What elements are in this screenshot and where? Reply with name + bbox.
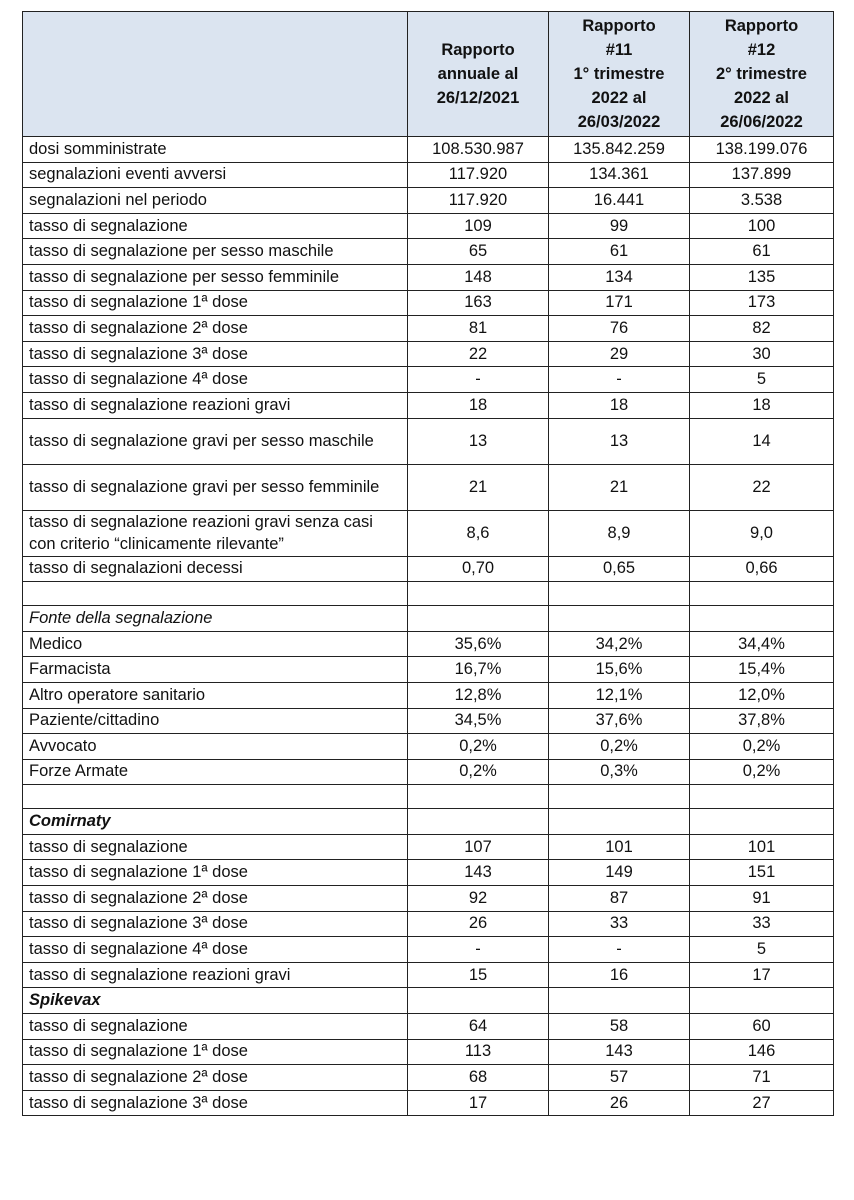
row-value: 9,0 — [690, 510, 834, 556]
header-report-11 — [549, 12, 690, 137]
row-value: 76 — [549, 316, 690, 342]
row-value: 61 — [549, 239, 690, 265]
empty-cell — [690, 606, 834, 632]
table-row — [23, 1090, 834, 1116]
row-value: 18 — [549, 392, 690, 418]
row-label: tasso di segnalazione per sesso maschile — [23, 239, 408, 265]
row-value: 35,6% — [408, 631, 549, 657]
row-label: tasso di segnalazione — [23, 213, 408, 239]
section-title: Spikevax — [23, 988, 408, 1014]
adverse-events-report-table — [22, 11, 834, 1116]
row-value: 0,2% — [408, 734, 549, 760]
table-row — [23, 264, 834, 290]
row-value: 15,6% — [549, 657, 690, 683]
row-value: 0,2% — [690, 734, 834, 760]
section-title: Comirnaty — [23, 809, 408, 835]
row-value: 108.530.987 — [408, 137, 549, 163]
row-value: 0,3% — [549, 759, 690, 785]
row-value: 58 — [549, 1014, 690, 1040]
row-value: 91 — [690, 886, 834, 912]
row-value: 0,70 — [408, 556, 549, 582]
row-value: 5 — [690, 937, 834, 963]
row-value: 171 — [549, 290, 690, 316]
row-value: 71 — [690, 1065, 834, 1091]
header-line: 2022 al — [591, 89, 647, 107]
row-value: 18 — [690, 392, 834, 418]
empty-cell — [549, 606, 690, 632]
row-value: 12,0% — [690, 682, 834, 708]
table-row — [23, 734, 834, 760]
section-header-row — [23, 606, 834, 632]
row-value: 117.920 — [408, 162, 549, 188]
table-row — [23, 962, 834, 988]
table-row — [23, 392, 834, 418]
row-label: tasso di segnalazione 1ª dose — [23, 860, 408, 886]
row-label: tasso di segnalazione 3ª dose — [23, 341, 408, 367]
row-label: tasso di segnalazione 4ª dose — [23, 367, 408, 393]
row-value: 27 — [690, 1090, 834, 1116]
row-label: Altro operatore sanitario — [23, 682, 408, 708]
row-label: segnalazioni nel periodo — [23, 188, 408, 214]
table-row — [23, 911, 834, 937]
row-value: 29 — [549, 341, 690, 367]
empty-cell — [549, 809, 690, 835]
row-value: 18 — [408, 392, 549, 418]
table-row — [23, 834, 834, 860]
empty-cell — [408, 582, 549, 606]
table-row — [23, 682, 834, 708]
table-row — [23, 316, 834, 342]
empty-cell — [690, 988, 834, 1014]
row-label: segnalazioni eventi avversi — [23, 162, 408, 188]
row-value: 5 — [690, 367, 834, 393]
empty-cell — [549, 785, 690, 809]
row-value: 134 — [549, 264, 690, 290]
row-value: 143 — [549, 1039, 690, 1065]
row-value: 109 — [408, 213, 549, 239]
row-value: 101 — [549, 834, 690, 860]
row-value: 13 — [549, 418, 690, 464]
row-value: 16 — [549, 962, 690, 988]
row-label: tasso di segnalazione reazioni gravi senza casi con criterio “clinicamente rilevante” — [23, 510, 408, 556]
header-line: annuale al — [437, 65, 519, 83]
header-line: 2022 al — [733, 89, 790, 107]
table-row — [23, 418, 834, 464]
row-value: 146 — [690, 1039, 834, 1065]
row-value: 81 — [408, 316, 549, 342]
row-value: 134.361 — [549, 162, 690, 188]
row-label: Forze Armate — [23, 759, 408, 785]
table-row — [23, 290, 834, 316]
table-row — [23, 464, 834, 510]
row-value: 3.538 — [690, 188, 834, 214]
row-label: tasso di segnalazione 3ª dose — [23, 1090, 408, 1116]
header-line: #11 — [605, 41, 633, 59]
row-value: 21 — [549, 464, 690, 510]
header-line: 26/06/2022 — [720, 113, 803, 131]
header-line: Rapporto — [582, 17, 656, 35]
row-value: 68 — [408, 1065, 549, 1091]
row-value: 22 — [690, 464, 834, 510]
table-row — [23, 860, 834, 886]
row-value: 34,5% — [408, 708, 549, 734]
row-label: tasso di segnalazione 2ª dose — [23, 886, 408, 912]
row-value: 143 — [408, 860, 549, 886]
row-value: 138.199.076 — [690, 137, 834, 163]
header-line: 1° trimestre — [573, 65, 665, 83]
header-line: 2° trimestre — [716, 65, 807, 83]
row-value: 37,8% — [690, 708, 834, 734]
row-value: 8,6 — [408, 510, 549, 556]
row-value: 8,9 — [549, 510, 690, 556]
row-value: 33 — [690, 911, 834, 937]
row-label: Avvocato — [23, 734, 408, 760]
row-label: tasso di segnalazione gravi per sesso femminile — [23, 464, 408, 510]
row-value: 64 — [408, 1014, 549, 1040]
row-value: 0,66 — [690, 556, 834, 582]
row-label: tasso di segnalazione 2ª dose — [23, 316, 408, 342]
table-row — [23, 556, 834, 582]
row-value: 33 — [549, 911, 690, 937]
table-row — [23, 1039, 834, 1065]
row-value: 0,2% — [690, 759, 834, 785]
row-value: 14 — [690, 418, 834, 464]
row-value: 12,1% — [549, 682, 690, 708]
row-value: 113 — [408, 1039, 549, 1065]
row-label: tasso di segnalazione 1ª dose — [23, 290, 408, 316]
row-label: tasso di segnalazione reazioni gravi — [23, 392, 408, 418]
empty-cell — [690, 809, 834, 835]
row-label: tasso di segnalazione per sesso femminile — [23, 264, 408, 290]
row-value: 87 — [549, 886, 690, 912]
row-value: 151 — [690, 860, 834, 886]
row-label: tasso di segnalazione reazioni gravi — [23, 962, 408, 988]
header-line: Rapporto — [724, 17, 799, 35]
empty-cell — [23, 785, 408, 809]
header-line: #12 — [747, 41, 776, 59]
row-value: 26 — [549, 1090, 690, 1116]
empty-cell — [549, 988, 690, 1014]
empty-cell — [690, 785, 834, 809]
row-label: dosi somministrate — [23, 137, 408, 163]
header-row — [23, 12, 834, 137]
header-report-12 — [690, 12, 834, 137]
section-title: Fonte della segnalazione — [23, 606, 408, 632]
row-value: 137.899 — [690, 162, 834, 188]
row-value: - — [549, 937, 690, 963]
row-label: tasso di segnalazione — [23, 834, 408, 860]
table-row — [23, 708, 834, 734]
row-value: 65 — [408, 239, 549, 265]
row-value: 30 — [690, 341, 834, 367]
section-header-row — [23, 809, 834, 835]
row-value: 101 — [690, 834, 834, 860]
row-value: 60 — [690, 1014, 834, 1040]
row-label: tasso di segnalazione 3ª dose — [23, 911, 408, 937]
table-row — [23, 213, 834, 239]
row-value: - — [408, 367, 549, 393]
row-value: 0,2% — [549, 734, 690, 760]
table-row — [23, 137, 834, 163]
section-header-row — [23, 988, 834, 1014]
table-row — [23, 937, 834, 963]
table-row — [23, 188, 834, 214]
table-body — [23, 137, 834, 1116]
row-value: 57 — [549, 1065, 690, 1091]
header-blank-cell — [23, 12, 408, 137]
row-value: 0,65 — [549, 556, 690, 582]
empty-cell — [690, 582, 834, 606]
table-row — [23, 162, 834, 188]
row-value: 13 — [408, 418, 549, 464]
table-row — [23, 886, 834, 912]
row-value: 149 — [549, 860, 690, 886]
row-label: tasso di segnalazioni decessi — [23, 556, 408, 582]
row-value: 34,4% — [690, 631, 834, 657]
row-label: Farmacista — [23, 657, 408, 683]
empty-cell — [408, 809, 549, 835]
row-value: 107 — [408, 834, 549, 860]
header-annual-report — [408, 12, 549, 137]
row-value: 0,2% — [408, 759, 549, 785]
empty-cell — [408, 606, 549, 632]
row-label: tasso di segnalazione 4ª dose — [23, 937, 408, 963]
table-row — [23, 510, 834, 556]
row-value: 61 — [690, 239, 834, 265]
row-label: tasso di segnalazione 1ª dose — [23, 1039, 408, 1065]
header-line: 26/03/2022 — [577, 113, 661, 131]
spacer-row — [23, 785, 834, 809]
header-line: 26/12/2021 — [436, 89, 520, 107]
table-row — [23, 1065, 834, 1091]
row-value: 82 — [690, 316, 834, 342]
row-value: 21 — [408, 464, 549, 510]
row-value: - — [408, 937, 549, 963]
row-label: tasso di segnalazione gravi per sesso maschile — [23, 418, 408, 464]
row-value: 37,6% — [549, 708, 690, 734]
table-row — [23, 631, 834, 657]
row-value: 117.920 — [408, 188, 549, 214]
row-label: Medico — [23, 631, 408, 657]
row-value: 26 — [408, 911, 549, 937]
table-row — [23, 1014, 834, 1040]
row-value: 16,7% — [408, 657, 549, 683]
row-value: 15,4% — [690, 657, 834, 683]
row-label: Paziente/cittadino — [23, 708, 408, 734]
header-line: Rapporto — [441, 41, 515, 59]
row-value: 16.441 — [549, 188, 690, 214]
row-value: 12,8% — [408, 682, 549, 708]
row-value: - — [549, 367, 690, 393]
row-value: 135.842.259 — [549, 137, 690, 163]
table-row — [23, 341, 834, 367]
empty-cell — [23, 582, 408, 606]
row-value: 17 — [690, 962, 834, 988]
row-value: 34,2% — [549, 631, 690, 657]
row-value: 22 — [408, 341, 549, 367]
row-value: 100 — [690, 213, 834, 239]
table-row — [23, 239, 834, 265]
spacer-row — [23, 582, 834, 606]
row-value: 92 — [408, 886, 549, 912]
row-value: 173 — [690, 290, 834, 316]
empty-cell — [549, 582, 690, 606]
row-value: 135 — [690, 264, 834, 290]
row-value: 15 — [408, 962, 549, 988]
empty-cell — [408, 785, 549, 809]
table-row — [23, 759, 834, 785]
table-row — [23, 657, 834, 683]
row-label: tasso di segnalazione 2ª dose — [23, 1065, 408, 1091]
row-value: 163 — [408, 290, 549, 316]
row-label: tasso di segnalazione — [23, 1014, 408, 1040]
table-row — [23, 367, 834, 393]
row-value: 148 — [408, 264, 549, 290]
row-value: 17 — [408, 1090, 549, 1116]
empty-cell — [408, 988, 549, 1014]
row-value: 99 — [549, 213, 690, 239]
